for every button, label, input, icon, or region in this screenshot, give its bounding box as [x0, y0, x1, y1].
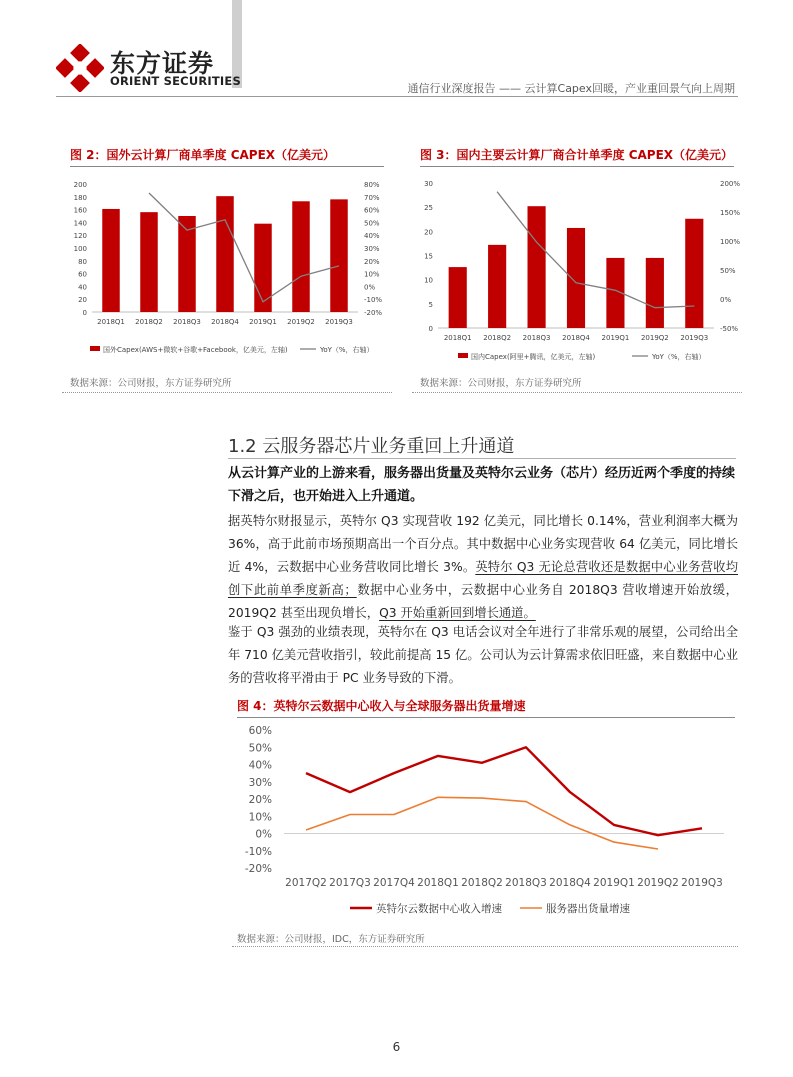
y-left-tick-label: 100: [73, 245, 87, 253]
y-right-tick-label: 40%: [364, 232, 380, 241]
y-left-tick-label: 180: [73, 193, 87, 202]
figure3-chart: [412, 172, 742, 368]
x-tick-label: 2018Q4: [549, 877, 591, 889]
legend-label-2: 服务器出货量增速: [546, 903, 630, 915]
x-tick-label: 2019Q1: [593, 877, 635, 889]
y-tick-label: 40%: [248, 759, 272, 772]
report-subtitle: 通信行业深度报告 —— 云计算Capex回暖，产业重回景气向上周期: [407, 82, 735, 95]
page-number: 6: [392, 1040, 401, 1054]
figure4-dotted-rule: [232, 946, 738, 947]
x-tick-label: 2019Q2: [640, 334, 669, 342]
y-right-tick-label: 150%: [720, 209, 741, 217]
y-right-tick-label: 50%: [364, 219, 380, 228]
section-heading-rule: [228, 458, 736, 459]
x-tick-label: 2017Q3: [329, 877, 371, 889]
bar-2019Q3: [685, 219, 703, 328]
legend-line-label: YoY（%，右轴）: [320, 346, 374, 354]
y-right-tick-label: 70%: [364, 193, 380, 202]
y-right-tick-label: 0%: [720, 296, 732, 304]
x-tick-label: 2018Q3: [522, 334, 551, 342]
legend-line-label: YoY（%，右轴）: [652, 353, 706, 361]
y-left-tick-label: 140: [73, 219, 87, 228]
series-line-2: [306, 797, 658, 849]
logo-english: ORIENT SECURITIES: [110, 74, 241, 88]
x-tick-label: 2018Q2: [483, 334, 512, 342]
bar-2018Q2: [488, 245, 506, 328]
section-heading: 1.2 云服务器芯片业务重回上升通道: [228, 436, 515, 457]
y-left-tick-label: 5: [428, 300, 433, 309]
legend-label-1: 英特尔云数据中心收入增速: [376, 903, 502, 915]
y-right-tick-label: 50%: [720, 267, 736, 275]
paragraph-intel-results-b: 英特尔 Q3 无论总营收还是数据中心业务营收均创下此前单季度新高；: [228, 560, 738, 597]
y-right-tick-label: -50%: [720, 325, 739, 333]
figure4-title-rule: [237, 717, 735, 718]
y-right-tick-label: 30%: [364, 245, 380, 253]
x-tick-label: 2019Q1: [249, 318, 277, 326]
y-tick-label: 60%: [248, 725, 272, 737]
y-right-tick-label: 80%: [364, 181, 380, 189]
x-tick-label: 2019Q2: [637, 877, 679, 889]
x-tick-label: 2018Q1: [443, 334, 472, 342]
x-tick-label: 2018Q1: [97, 318, 125, 326]
logo-chinese: 东方证券: [110, 49, 215, 78]
figure4-chart: [232, 720, 737, 920]
y-tick-label: 50%: [248, 742, 272, 755]
bar-2018Q2: [140, 212, 157, 312]
y-right-tick-label: 200%: [720, 180, 741, 188]
figure2-title: 图 2：国外云计算厂商单季度 CAPEX（亿美元）: [70, 148, 336, 162]
legend-bar-label: 国内Capex(阿里+腾讯，亿美元，左轴): [471, 353, 596, 361]
x-tick-label: 2019Q1: [601, 334, 630, 342]
paragraph-intel-results: [228, 510, 738, 625]
figure2-dotted-rule: [62, 392, 392, 393]
yoy-line: [149, 193, 339, 302]
y-left-tick-label: 120: [73, 232, 87, 241]
y-left-tick-label: 40: [78, 283, 87, 292]
figure3-source: 数据来源：公司财报，东方证券研究所: [420, 378, 582, 389]
x-tick-label: 2018Q3: [505, 877, 547, 889]
x-tick-label: 2018Q3: [173, 318, 201, 326]
y-left-tick-label: 10: [424, 276, 433, 285]
y-left-tick-label: 0: [82, 309, 87, 317]
x-tick-label: 2019Q3: [325, 318, 353, 326]
yoy-line: [497, 192, 694, 308]
y-right-tick-label: 60%: [364, 206, 380, 215]
y-left-tick-label: 15: [424, 252, 433, 261]
y-tick-label: 0%: [255, 828, 272, 841]
x-tick-label: 2018Q4: [562, 334, 590, 342]
y-right-tick-label: 10%: [364, 270, 380, 279]
y-left-tick-label: 200: [73, 181, 87, 189]
y-tick-label: 20%: [248, 794, 272, 806]
y-left-tick-label: 60: [78, 270, 87, 279]
orient-securities-logo-icon: [56, 44, 104, 92]
bar-2018Q1: [449, 267, 467, 328]
y-tick-label: -20%: [244, 863, 272, 875]
legend-bar-swatch: [458, 353, 468, 358]
x-tick-label: 2018Q1: [417, 877, 459, 889]
y-left-tick-label: 80: [78, 257, 87, 266]
y-left-tick-label: 160: [73, 206, 87, 215]
paragraph-intel-results-c: 数据中心业务中，云数据中心业务自 2018Q3 营收增速开始放缓，2019Q2 甚至出现负增长，: [228, 583, 738, 620]
paragraph-intel-results-a: 据英特尔财报显示，英特尔 Q3 实现营收 192 亿美元，同比增长 0.14%，营业利润率大概为 36%，高于此前市场预期高出一个百分点。其中数据中心业务实现营收 64 亿美元，同比增长近 4%，云数据中心业务营收同比增长 3%。: [228, 514, 738, 574]
bar-2019Q2: [292, 201, 309, 312]
x-tick-label: 2018Q2: [461, 877, 503, 889]
bar-2019Q3: [330, 199, 347, 312]
figure2-source: 数据来源：公司财报，东方证券研究所: [70, 378, 232, 389]
y-right-tick-label: -20%: [364, 309, 383, 317]
series-line-1: [306, 747, 702, 835]
y-left-tick-label: 20: [78, 296, 87, 305]
x-tick-label: 2019Q3: [680, 334, 709, 342]
figure3-title-rule: [420, 166, 734, 167]
legend-bar-label: 国外Capex(AWS+微软+谷歌+Facebook，亿美元，左轴): [103, 346, 288, 354]
x-tick-label: 2019Q2: [287, 318, 315, 326]
y-right-tick-label: 0%: [364, 283, 376, 292]
y-tick-label: 10%: [248, 811, 272, 824]
figure4-source: 数据来源：公司财报，IDC，东方证券研究所: [237, 934, 425, 945]
y-left-tick-label: 0: [428, 325, 433, 333]
x-tick-label: 2017Q4: [373, 877, 415, 889]
bar-2018Q4: [567, 228, 585, 328]
y-left-tick-label: 25: [424, 204, 433, 213]
bar-2019Q1: [254, 224, 271, 312]
y-left-tick-label: 20: [424, 228, 433, 237]
paragraph-intel-outlook: 鉴于 Q3 强劲的业绩表现，英特尔在 Q3 电话会议对全年进行了非常乐观的展望，公司给出全年 710 亿美元营收指引，较此前提高 15 亿。公司认为云计算需求依旧旺盛，来自数据中心业务的营收将平滑由于 PC 业务导致的下滑。: [228, 625, 738, 685]
x-tick-label: 2019Q3: [681, 877, 723, 889]
bar-2018Q1: [102, 209, 119, 312]
section-lead: 从云计算产业的上游来看，服务器出货量及英特尔云业务（芯片）经历近两个季度的持续下滑之后，也开始进入上升通道。: [228, 466, 736, 504]
y-right-tick-label: 100%: [720, 238, 741, 246]
x-tick-label: 2017Q2: [285, 877, 327, 889]
y-tick-label: 30%: [248, 776, 272, 789]
bar-2018Q3: [528, 206, 546, 328]
bar-2018Q4: [216, 196, 233, 312]
y-right-tick-label: -10%: [364, 296, 383, 305]
figure2-title-rule: [70, 166, 384, 167]
legend-bar-swatch: [90, 346, 100, 351]
y-right-tick-label: 20%: [364, 257, 380, 266]
figure3-title: 图 3：国内主要云计算厂商合计单季度 CAPEX（亿美元）: [420, 148, 734, 162]
x-tick-label: 2018Q2: [135, 318, 163, 326]
figure3-dotted-rule: [412, 392, 742, 393]
paragraph-intel-results-d: Q3 开始重新回到增长通道。: [379, 606, 536, 620]
y-tick-label: -10%: [244, 845, 272, 858]
figure4-title: 图 4：英特尔云数据中心收入与全球服务器出货量增速: [237, 699, 526, 713]
bar-2019Q2: [646, 258, 664, 328]
y-left-tick-label: 30: [424, 180, 433, 188]
header-divider: [56, 96, 738, 97]
figure2-chart: [62, 172, 392, 364]
x-tick-label: 2018Q4: [211, 318, 239, 326]
